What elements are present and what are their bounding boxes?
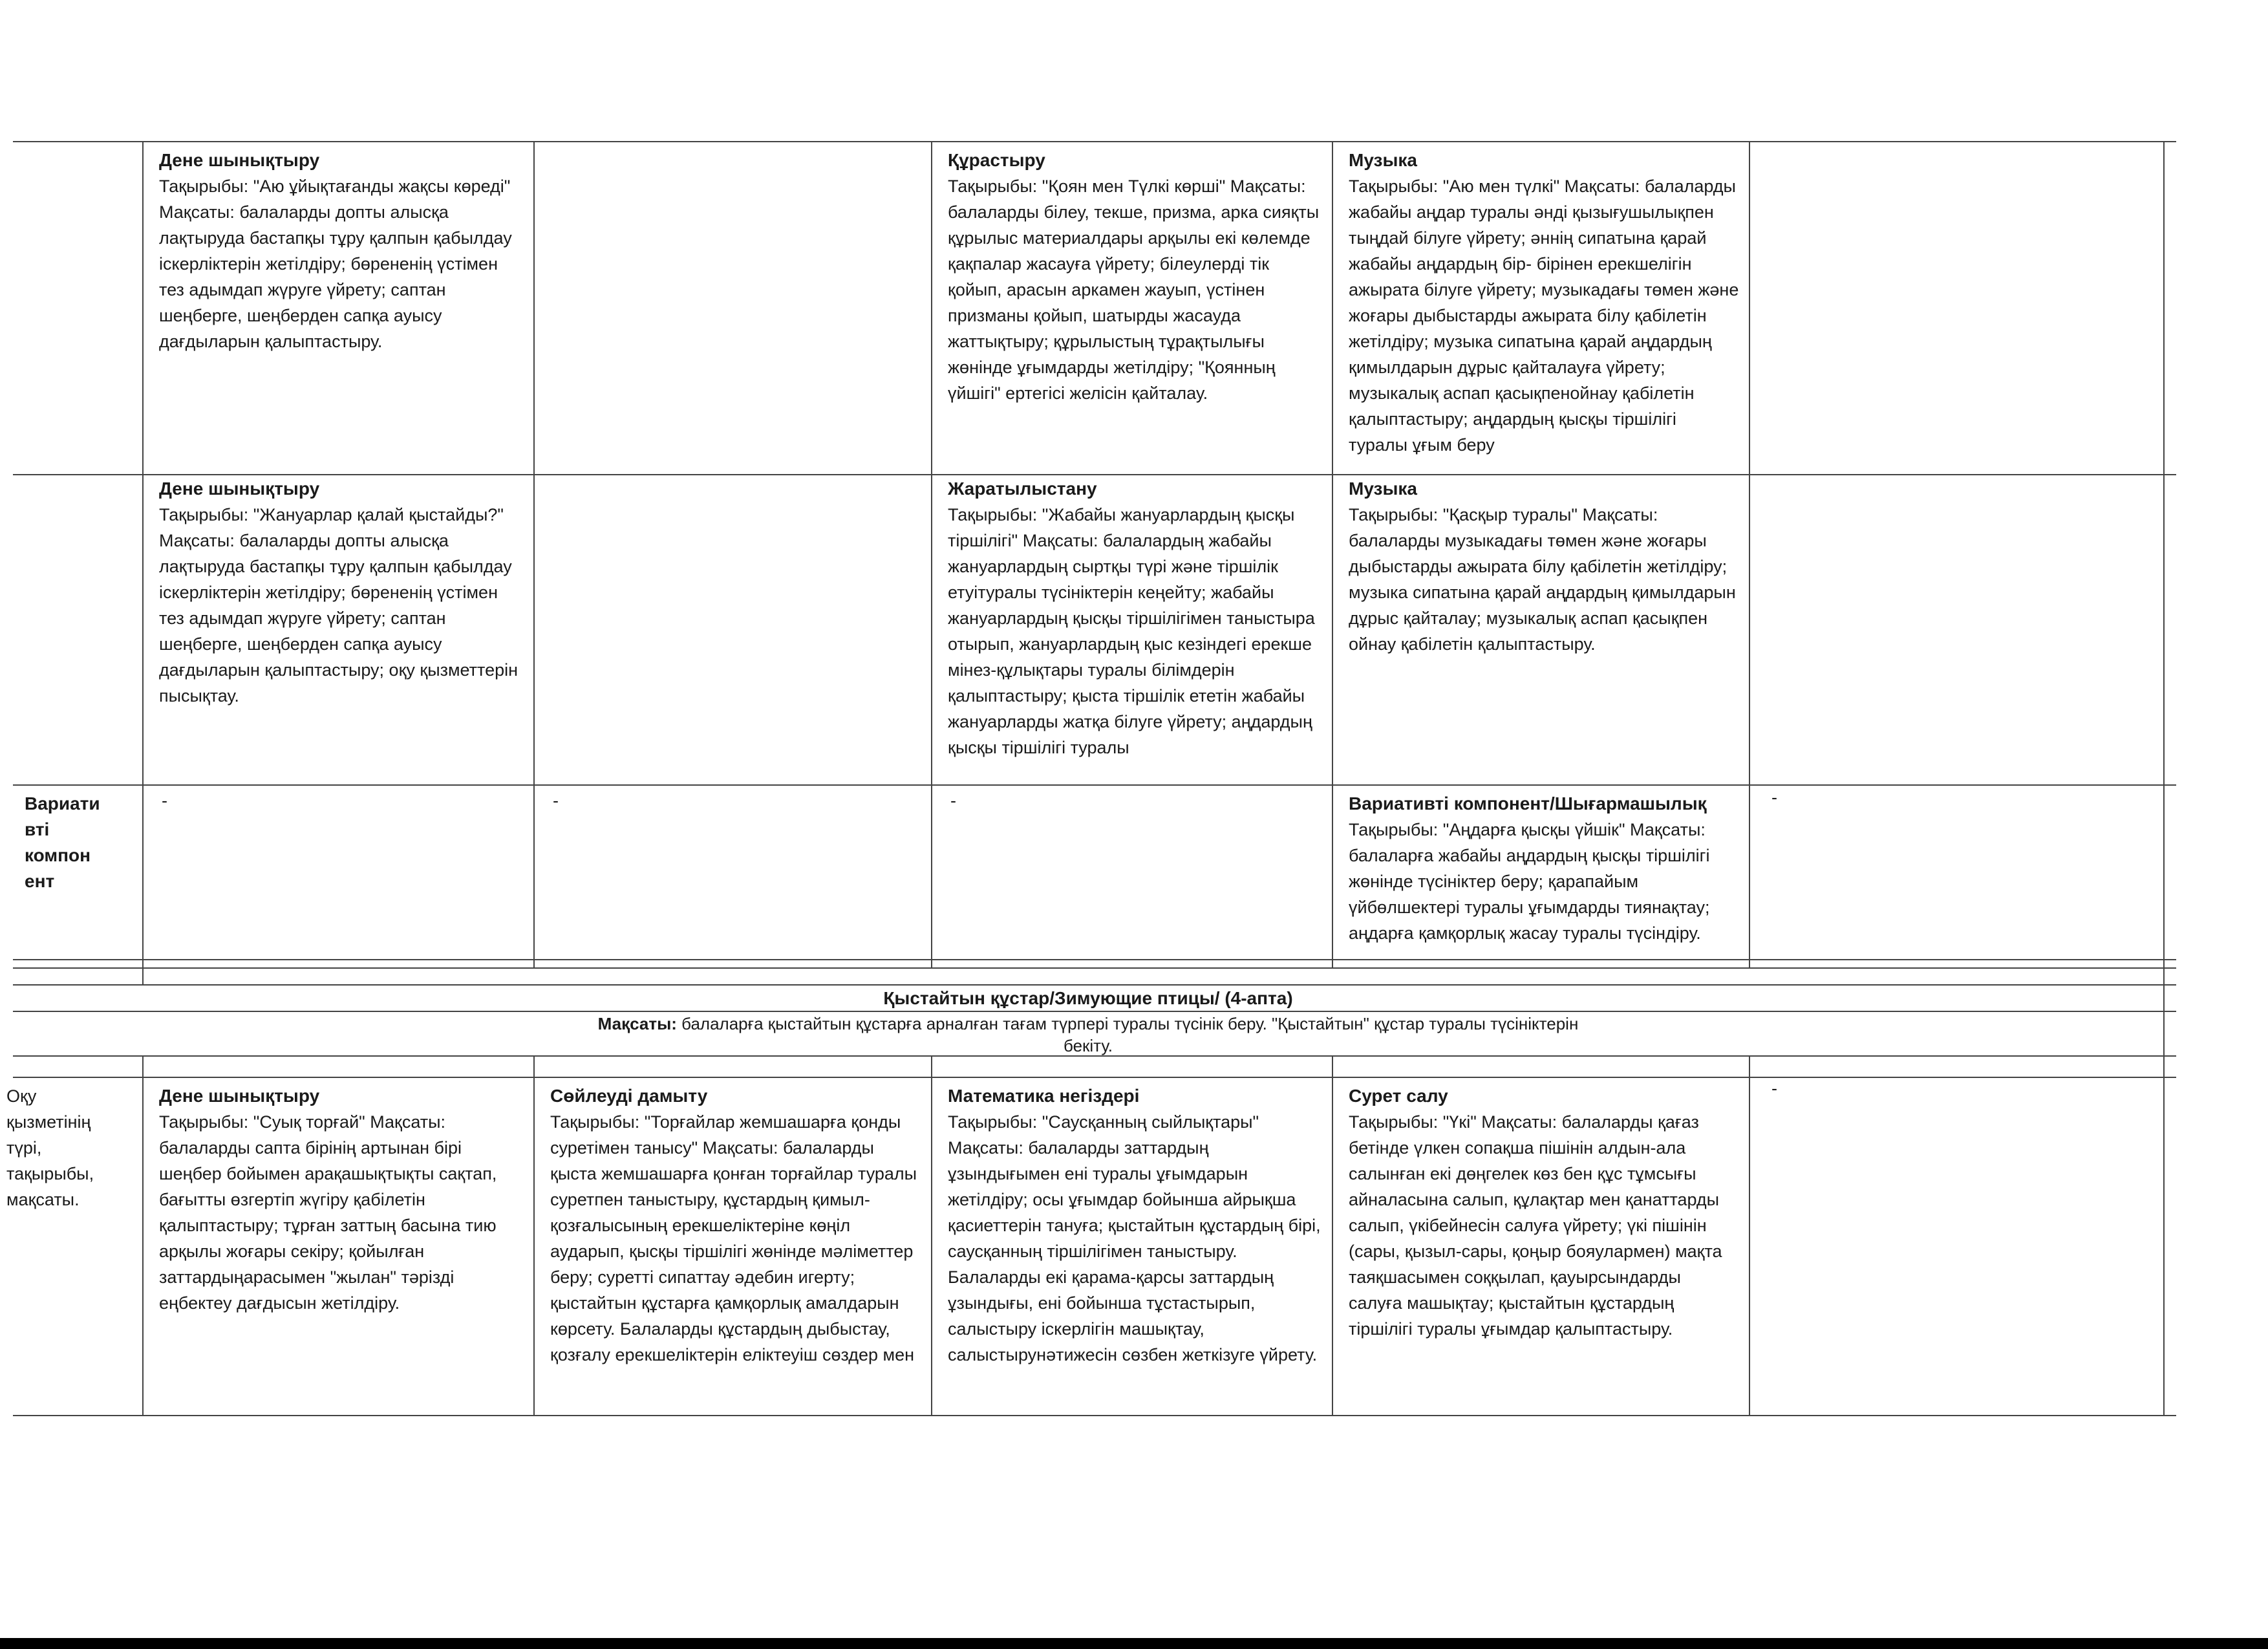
- row3-col4-cell: [1333, 784, 1747, 967]
- row1-col4-text: Тақырыбы: "Аю мен түлкі" Мақсаты: балаларды жабайы аңдар туралы әнді қызығушылықпен тыңдай білуге үйрету; әннің сипатына қарай жабайы аңдардың бір- бірінен ерекшелігін ажырата білуге үйрету; музыкадағы төмен және жоғары дыбыстарды ажырата білу қабілетін жетілдіру; музыка сипатына қарай аңдардың қимылдарын дұрыс қайталауға үйрету; музыкалық аспап қасықпенойнау қабілетін қалыптастыру; аңдардың қысқы тіршілігі туралы ұғым беру: [1349, 177, 1739, 455]
- row2-col3-text: Тақырыбы: "Жабайы жануарлардың қысқы тіршілігі" Мақсаты: балалардың жабайы жануарлардың сыртқы түрі және тіршілік етуітуралы түсініктерін кеңейту; жабайы жануарлардың қысқы тіршілігімен таныстыра отырып, жануарлардың қыс кезіндегі ерекше мінез-құлықтары туралы білімдерін қалыптастыру; қыста тіршілік ететін жабайы жануарларды жатқа білуге үйрету; аңдардың қысқы тіршілігі туралы: [948, 505, 1315, 757]
- row2-col1-title: Дене шынықтыру: [159, 479, 320, 499]
- week-goal: [13, 1013, 2163, 1057]
- row4-dash-col5: -: [1771, 1079, 1777, 1098]
- row4-col1-title: Дене шынықтыру: [159, 1086, 320, 1106]
- row1-col4-title: Музыка: [1349, 150, 1417, 170]
- week-goal-label: Мақсаты:: [597, 1014, 677, 1033]
- row2-col4-title: Музыка: [1349, 479, 1417, 499]
- row4-col4-cell: [1333, 1077, 1747, 1415]
- row3-col4-text: Тақырыбы: "Аңдарға қысқы үйшік" Мақсаты: балаларға жабайы аңдардың қысқы тіршілігі жөнінде түсініктер беру; қарапайым үйбөлшектері туралы ұғымдарды тиянақтау; аңдарға қамқорлық жасау туралы түсіндіру.: [1349, 820, 1710, 943]
- grid-line: [13, 1011, 2176, 1012]
- grid-line: [533, 141, 535, 967]
- grid-line: [2163, 141, 2165, 1080]
- grid-line: [2163, 1055, 2165, 1415]
- week-title: [13, 987, 2163, 1009]
- row3-dash-col2: -: [553, 791, 559, 810]
- grid-line: [13, 959, 2176, 960]
- row1-col1-title: Дене шынықтыру: [159, 150, 320, 170]
- row2-col4-cell: [1333, 469, 1747, 784]
- row3-dash-col1: -: [162, 791, 167, 810]
- row4-col3-text: Тақырыбы: "Саусқанның сыйлықтары" Мақсаты: балаларды заттардың ұзындығымен ені туралы ұғымдарын жетілдіру; осы ұғымдар бойынша айрықша қасиеттерін тануға; қыстайтын құстардың бірі, саусқанның тіршілігімен таныстыру. Балаларды екі қарама-қарсы заттардың ұзындығы, ені бойынша тұстастырып, салыстыру іскерлігін машықтау, салыстырунәтижесін сөзбен жеткізуге үйрету.: [948, 1112, 1321, 1364]
- row1-col3-cell: [932, 141, 1330, 474]
- grid-line: [13, 784, 2176, 786]
- row3-label: Вариати вті компон ент: [25, 793, 100, 891]
- row3-dash-col3: -: [950, 791, 956, 810]
- row4-col3-title: Математика негіздері: [948, 1086, 1140, 1106]
- row4-label: Оқу қызметінің түрі, тақырыбы, мақсаты.: [6, 1086, 94, 1209]
- scan-edge-bar: [0, 1638, 2268, 1649]
- row2-col1-cell: [144, 469, 531, 784]
- grid-line: [13, 967, 2176, 969]
- week-goal-text: балаларға қыстайтын құстарға арналған тағам түрпері туралы түсінік беру. "Қыстайтын" құстар туралы түсініктерін: [676, 1014, 1579, 1033]
- row4-col3-cell: [932, 1077, 1330, 1415]
- grid-line: [13, 1415, 2176, 1416]
- row1-col3-text: Тақырыбы: "Қоян мен Түлкі көрші" Мақсаты: балаларды білеу, текше, призма, арка сияқты құрылыс материалдары арқылы екі көлемде қақпалар жасауға үйрету; білеулерді тік қойып, арасын аркамен жауып, үстінен призманы қойып, шатырды жасауда жаттықтыру; құрылыстың тұрақтылығы жөнінде ұғымдарды жетілдіру; "Қоянның үйшігі" ертегісі желісін қайталау.: [948, 177, 1320, 403]
- row2-col1-text: Тақырыбы: "Жануарлар қалай қыстайды?" Мақсаты: балаларды допты алысқа лақтыруда бастапқы тұру қалпын қабылдау іскерліктерін жетілдіру; бөрененің үстімен тез адымдап жүруге үйрету; саптан шеңберге, шеңберден сапқа ауысу дағдыларын қалыптастыру; оқу қызметтерін пысықтау.: [159, 505, 519, 706]
- row3-label-cell: [13, 784, 142, 959]
- row4-col2-text: Тақырыбы: "Торғайлар жемшашарға қонды суретімен танысу" Мақсаты: балаларды қыста жемшашарға қонған торғайлар туралы суретпен таныстыру, құстардың қимыл-қозғалысының ерекшеліктеріне көңіл аударып, қысқы тіршілігі жөнінде мәліметтер беру; суретті сипаттау әдебин игерту; қыстайтын құстарға қамқорлық амалдарын көрсету. Балаларды құстардың дыбыстау, қозғалу ерекшеліктерін еліктеуіш сөздер мен: [550, 1112, 917, 1364]
- row1-col4-cell: [1333, 141, 1747, 474]
- row4-col2-cell: [535, 1077, 929, 1415]
- grid-line: [13, 984, 2176, 986]
- row1-col1-cell: [144, 141, 531, 474]
- row2-col4-text: Тақырыбы: "Қасқыр туралы" Мақсаты: балаларды музыкадағы төмен және жоғары дыбыстарды ажырата білу қабілетін жетілдіру; музыка сипатына қарай аңдардың қимылдарын дұрыс қайталау; музыкалық аспап қасықпен ойнау қабілетін қалыптастыру.: [1349, 505, 1736, 654]
- row2-col3-title: Жаратылыстану: [948, 479, 1097, 499]
- row4-col1-cell: [144, 1077, 531, 1415]
- row4-col4-text: Тақырыбы: "Үкі" Мақсаты: балаларды қағаз бетінде үлкен сопақша пішінін алдын-ала салынған екі дөңгелек көз бен құс тұмсығы айналасына салып, құлақтар мен қанаттарды салып, үкібейнесін салуға үйрету; үкі пішінін (сары, қызыл-сары, қоңыр бояулармен) мақта таяқшасымен соққылап, қауырсындарды салуға машықтау; қыстайтын құстардың тіршілігі туралы ұғымдар қалыптастыру.: [1349, 1112, 1722, 1339]
- row3-col4-title: Вариативті компонент/Шығармашылық: [1349, 793, 1707, 814]
- week-goal-text2: бекіту.: [1063, 1036, 1113, 1055]
- row1-col1-text: Тақырыбы: "Аю ұйықтағанды жақсы көреді" Мақсаты: балаларды допты алысқа лақтыруда бастапқы тұру қалпын қабылдау іскерліктерін жетілдіру; бөрененің үстімен тез адымдап жүруге үйрету; саптан шеңберге, шеңберден сапқа ауысу дағдыларын қалыптастыру.: [159, 177, 512, 351]
- row4-col4-title: Сурет салу: [1349, 1086, 1448, 1106]
- row2-col3-cell: [932, 469, 1330, 784]
- grid-line: [1749, 141, 1750, 967]
- row4-label-cell: [0, 1077, 142, 1415]
- week-title-text: Қыстайтын құстар/Зимующие птицы/ (4-апта): [883, 988, 1293, 1008]
- grid-line: [1749, 1055, 1750, 1415]
- row3-dash-col5: -: [1771, 788, 1777, 807]
- row4-col2-title: Сөйлеуді дамыту: [550, 1086, 708, 1106]
- row4-col1-text: Тақырыбы: "Суық торғай" Мақсаты: балаларды сапта бірінің артынан бірі шеңбер бойымен арақашықтықты сақтап, бағытты өзгертіп жүгіру қабілетін қалыптастыру; тұрған заттың басына тию арқылы жоғары секіру; қойылған заттардыңарасымен "жылан" тәрізді еңбектеу дағдысын жетілдіру.: [159, 1112, 497, 1313]
- row1-col3-title: Құрастыру: [948, 150, 1045, 170]
